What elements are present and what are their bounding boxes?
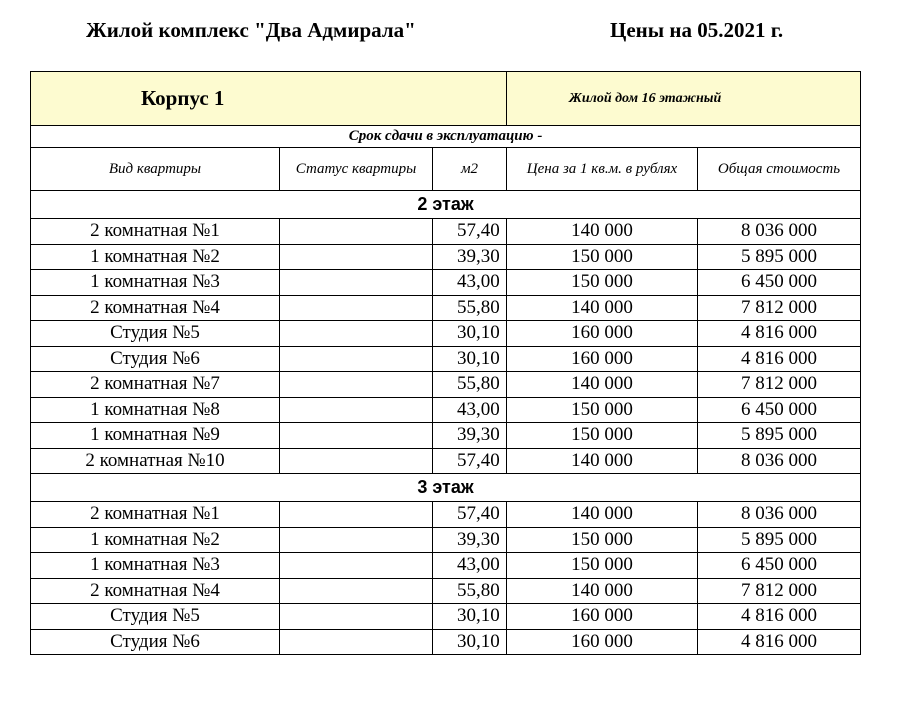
total-price-cell: 4 816 000 xyxy=(698,346,861,372)
table-row xyxy=(31,423,861,449)
total-price-cell: 8 036 000 xyxy=(698,219,861,245)
price-per-m2-cell: 150 000 xyxy=(507,270,698,296)
apartment-type-cell: Студия №5 xyxy=(31,604,280,630)
apartment-status-cell xyxy=(280,502,433,528)
area-cell: 43,00 xyxy=(433,270,507,296)
total-price-cell: 8 036 000 xyxy=(698,448,861,474)
table-row xyxy=(31,397,861,423)
table-row xyxy=(31,578,861,604)
apartment-type-cell: 2 комнатная №10 xyxy=(31,448,280,474)
area-cell: 57,40 xyxy=(433,219,507,245)
area-cell: 43,00 xyxy=(433,553,507,579)
area-cell: 57,40 xyxy=(433,502,507,528)
apartment-status-cell xyxy=(280,448,433,474)
table-row xyxy=(31,295,861,321)
column-header-row xyxy=(31,148,861,191)
table-row xyxy=(31,629,861,655)
apartment-type-cell: 1 комнатная №3 xyxy=(31,553,280,579)
table-row xyxy=(31,346,861,372)
total-price-cell: 5 895 000 xyxy=(698,423,861,449)
apartment-type-cell: 2 комнатная №4 xyxy=(31,578,280,604)
floor-label: 3 этаж xyxy=(31,474,861,502)
apartment-status-cell xyxy=(280,346,433,372)
apartment-status-cell xyxy=(280,321,433,347)
total-price-cell: 6 450 000 xyxy=(698,270,861,296)
building-name: Корпус 1 xyxy=(31,72,507,126)
table-row xyxy=(31,553,861,579)
apartment-type-cell: 2 комнатная №1 xyxy=(31,219,280,245)
table-row xyxy=(31,448,861,474)
floor-label: 2 этаж xyxy=(31,191,861,219)
total-price-cell: 4 816 000 xyxy=(698,629,861,655)
total-price-cell: 5 895 000 xyxy=(698,244,861,270)
apartment-status-cell xyxy=(280,397,433,423)
apartment-status-cell xyxy=(280,527,433,553)
apartment-status-cell xyxy=(280,270,433,296)
floor-row xyxy=(31,474,861,502)
price-per-m2-cell: 140 000 xyxy=(507,372,698,398)
price-per-m2-cell: 140 000 xyxy=(507,502,698,528)
total-price-cell: 5 895 000 xyxy=(698,527,861,553)
page-header xyxy=(0,18,900,48)
column-header-area: м2 xyxy=(433,148,507,191)
area-cell: 39,30 xyxy=(433,527,507,553)
column-header-status: Статус квартиры xyxy=(280,148,433,191)
table-row xyxy=(31,244,861,270)
price-per-m2-cell: 160 000 xyxy=(507,629,698,655)
apartment-status-cell xyxy=(280,372,433,398)
apartment-status-cell xyxy=(280,604,433,630)
total-price-cell: 8 036 000 xyxy=(698,502,861,528)
apartment-status-cell xyxy=(280,219,433,245)
area-cell: 30,10 xyxy=(433,346,507,372)
table-row xyxy=(31,372,861,398)
price-table xyxy=(30,71,861,655)
column-header-type: Вид квартиры xyxy=(31,148,280,191)
total-price-cell: 7 812 000 xyxy=(698,578,861,604)
price-per-m2-cell: 150 000 xyxy=(507,553,698,579)
apartment-type-cell: 1 комнатная №9 xyxy=(31,423,280,449)
price-per-m2-cell: 140 000 xyxy=(507,578,698,604)
area-cell: 30,10 xyxy=(433,321,507,347)
price-per-m2-cell: 140 000 xyxy=(507,219,698,245)
apartment-type-cell: 1 комнатная №2 xyxy=(31,527,280,553)
apartment-status-cell xyxy=(280,244,433,270)
floor-row xyxy=(31,191,861,219)
price-per-m2-cell: 160 000 xyxy=(507,604,698,630)
building-row xyxy=(31,72,861,126)
area-cell: 39,30 xyxy=(433,244,507,270)
price-per-m2-cell: 160 000 xyxy=(507,346,698,372)
apartment-type-cell: 2 комнатная №7 xyxy=(31,372,280,398)
area-cell: 55,80 xyxy=(433,578,507,604)
commission-date: Срок сдачи в эксплуатацию - xyxy=(31,126,861,148)
apartment-type-cell: 1 комнатная №2 xyxy=(31,244,280,270)
apartment-type-cell: Студия №6 xyxy=(31,346,280,372)
total-price-cell: 6 450 000 xyxy=(698,397,861,423)
table-row xyxy=(31,502,861,528)
table-row xyxy=(31,321,861,347)
area-cell: 43,00 xyxy=(433,397,507,423)
building-type: Жилой дом 16 этажный xyxy=(507,72,861,126)
area-cell: 55,80 xyxy=(433,372,507,398)
complex-title: Жилой комплекс "Два Адмирала" xyxy=(86,18,416,42)
apartment-status-cell xyxy=(280,578,433,604)
total-price-cell: 7 812 000 xyxy=(698,372,861,398)
prices-date: Цены на 05.2021 г. xyxy=(610,18,784,42)
apartment-type-cell: 2 комнатная №4 xyxy=(31,295,280,321)
apartment-status-cell xyxy=(280,295,433,321)
column-header-total: Общая стоимость xyxy=(698,148,861,191)
price-per-m2-cell: 140 000 xyxy=(507,448,698,474)
apartment-type-cell: 1 комнатная №8 xyxy=(31,397,280,423)
apartment-type-cell: 2 комнатная №1 xyxy=(31,502,280,528)
price-per-m2-cell: 150 000 xyxy=(507,244,698,270)
column-header-price-per-m2: Цена за 1 кв.м. в рублях xyxy=(507,148,698,191)
price-per-m2-cell: 160 000 xyxy=(507,321,698,347)
area-cell: 39,30 xyxy=(433,423,507,449)
area-cell: 30,10 xyxy=(433,604,507,630)
apartment-status-cell xyxy=(280,629,433,655)
commission-row xyxy=(31,126,861,148)
total-price-cell: 4 816 000 xyxy=(698,604,861,630)
price-per-m2-cell: 140 000 xyxy=(507,295,698,321)
table-row xyxy=(31,270,861,296)
total-price-cell: 7 812 000 xyxy=(698,295,861,321)
apartment-status-cell xyxy=(280,423,433,449)
total-price-cell: 6 450 000 xyxy=(698,553,861,579)
apartment-type-cell: Студия №6 xyxy=(31,629,280,655)
apartment-type-cell: 1 комнатная №3 xyxy=(31,270,280,296)
table-row xyxy=(31,527,861,553)
area-cell: 55,80 xyxy=(433,295,507,321)
table-row xyxy=(31,219,861,245)
area-cell: 30,10 xyxy=(433,629,507,655)
price-per-m2-cell: 150 000 xyxy=(507,423,698,449)
price-per-m2-cell: 150 000 xyxy=(507,397,698,423)
table-row xyxy=(31,604,861,630)
total-price-cell: 4 816 000 xyxy=(698,321,861,347)
apartment-type-cell: Студия №5 xyxy=(31,321,280,347)
apartment-status-cell xyxy=(280,553,433,579)
area-cell: 57,40 xyxy=(433,448,507,474)
price-per-m2-cell: 150 000 xyxy=(507,527,698,553)
